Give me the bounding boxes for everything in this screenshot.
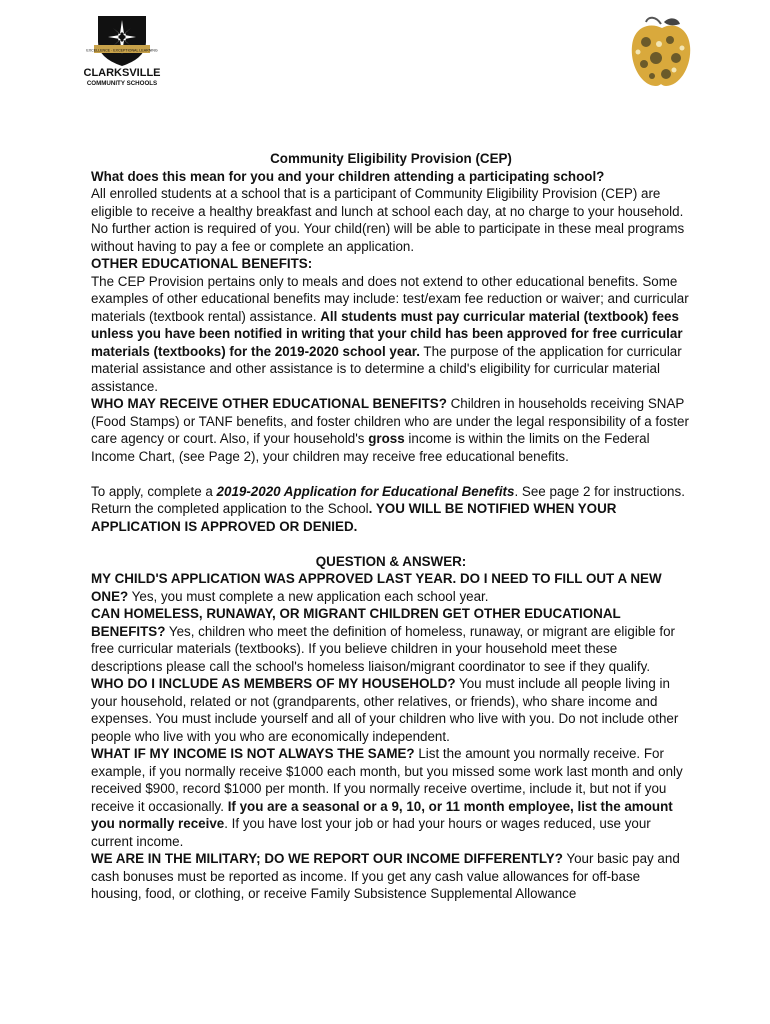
- qa-item: WE ARE IN THE MILITARY; DO WE REPORT OUR INCOME DIFFERENTLY? Your basic pay and cash bonuses must be reported as income. If you get any cash value allowances for off-base housing, food, or clothing, or receive Family Subsistence Supplemental Allowance: [91, 851, 680, 901]
- logo-line1: CLARKSVILLE: [83, 67, 161, 79]
- other-benefits-heading: OTHER EDUCATIONAL BENEFITS:: [91, 256, 313, 271]
- subheading: What does this mean for you and your children attending a participating school?: [91, 168, 605, 184]
- qa-item: MY CHILD'S APPLICATION WAS APPROVED LAST YEAR. DO I NEED TO FILL OUT A NEW ONE? Yes, you must complete a new application each school year.: [91, 571, 662, 604]
- qa-item: WHO DO I INCLUDE AS MEMBERS OF MY HOUSEHOLD? You must include all people living in your household, related or not (grandparents, other relatives, or friends), who share income and expenses. You must include yourself and all of your children who live with you. Do not include other people who live with you who are economically independent.: [91, 676, 679, 744]
- qa-item: CAN HOMELESS, RUNAWAY, OR MIGRANT CHILDREN GET OTHER EDUCATIONAL BENEFITS? Yes, children who meet the definition of homeless, runaway, or migrant are eligible for free curricular materials (textbooks). If you believe children in your household meet these descriptions please call the school's homeless liaison/migrant coordinator to see if they qualify.: [91, 606, 676, 674]
- other-benefits-paragraph: The CEP Provision pertains only to meals and does not extend to other educational benefits. Some examples of other educational benefits may include: test/exam fee reduction or waiver; and curricular materials (textbook rental) assistance. All students must pay curricular material (textbook) fees unless you have been notified in writing that your child has been approved for free curricular materials (textbooks) for the 2019-2020 school year. The purpose of the application for curricular material assistance and other assistance is to determine a child's eligibility for curricular material assistance.: [91, 273, 689, 394]
- logo-line2: COMMUNITY SCHOOLS: [86, 80, 158, 87]
- clarksville-logo: [82, 12, 162, 92]
- qa-heading: QUESTION & ANSWER:: [315, 553, 467, 569]
- who-may-receive-paragraph: WHO MAY RECEIVE OTHER EDUCATIONAL BENEFITS? Children in households receiving SNAP (Food Stamps) or TANF benefits, and foster children who are under the legal responsibility of a foster care agency or court. Also, if your household's gross income is within the limits on the Federal Income Chart, (see Page 2), your children may receive free educational benefits.: [91, 396, 689, 464]
- logo-banner-text: EXCELLENCE · EXCEPTIONAL LEARNING: [86, 48, 158, 53]
- apply-paragraph: To apply, complete a 2019-2020 Application for Educational Benefits. See page 2 for instructions. Return the completed application to the School. YOU WILL BE NOTIFIED WHEN YOUR APPLICATION IS APPROVED OR DENIED.: [91, 483, 685, 534]
- page-title: Community Eligibility Provision (CEP): [270, 151, 512, 166]
- document-body: [91, 150, 691, 903]
- intro-paragraph: All enrolled students at a school that is a participant of Community Eligibility Provision (CEP) are eligible to receive a healthy breakfast and lunch at school each day, at no charge to your household. No further action is required of you. Your child(ren) will be able to participate in these meal programs without having to pay a fee or complete an application.: [91, 186, 685, 254]
- qa-item: WHAT IF MY INCOME IS NOT ALWAYS THE SAME? List the amount you normally receive. For example, if you normally receive $1000 each month, but you missed some work last month and only received $900, record $1000 per month. If you normally receive overtime, include it, but not if you receive it occasionally. If you are a seasonal or a 9, 10, or 11 month employee, list the amount you normally receive. If you have lost your job or had your hours or wages reduced, use your current income.: [91, 746, 683, 849]
- apple-food-logo: [626, 14, 696, 90]
